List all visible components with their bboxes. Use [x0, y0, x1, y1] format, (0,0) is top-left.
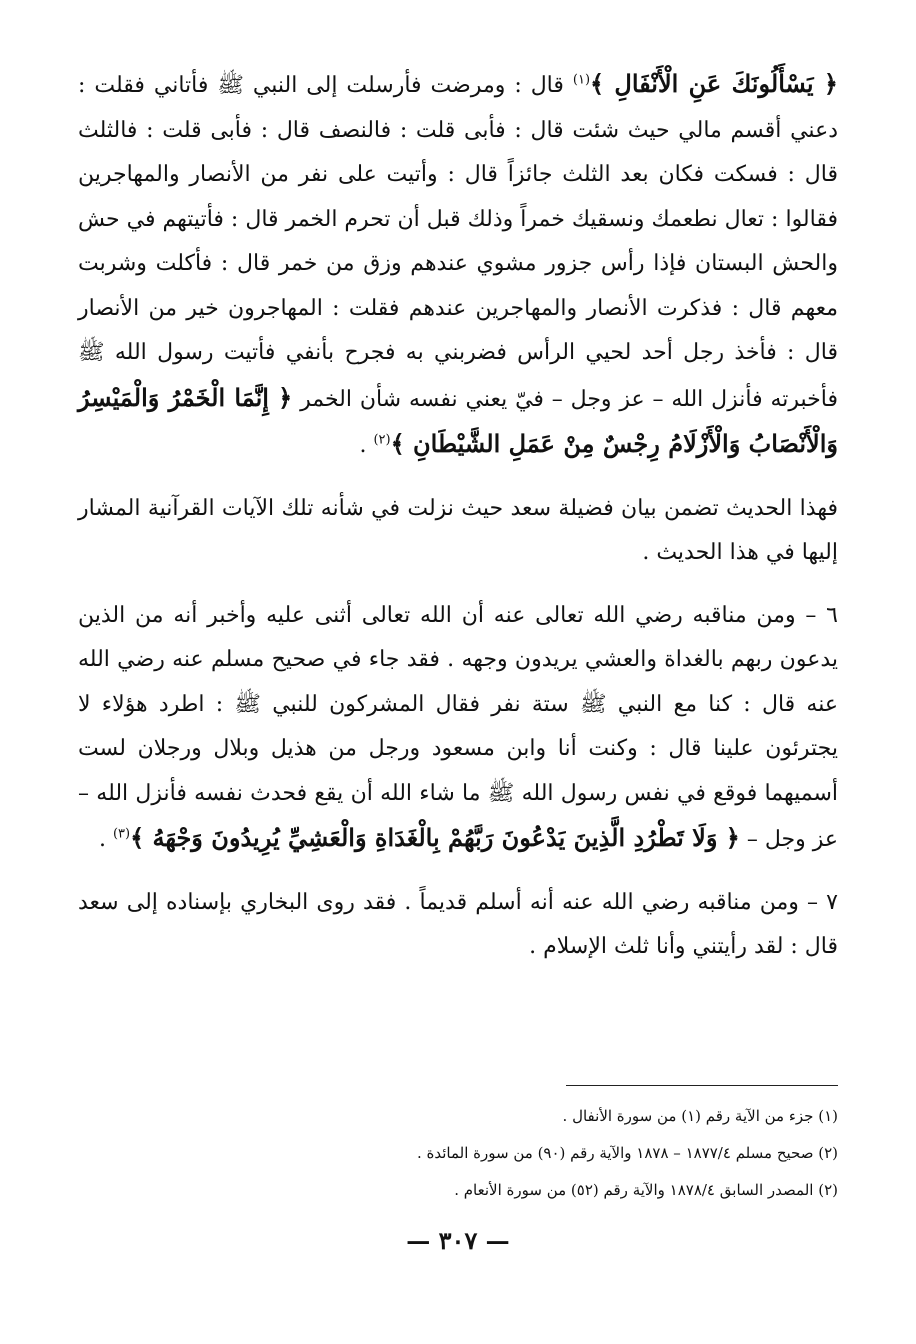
quran-verse-khamr: ﴿ إِنَّمَا الْخَمْرُ وَالْمَيْسِرُ وَالْأَنْصَابُ وَالْأَزْلَامُ رِجْسٌ مِنْ عَمَلِ الشَّيْطَانِ ﴾ — [78, 382, 838, 458]
paragraph-text: . — [98, 827, 113, 852]
paragraph-4 — [78, 881, 838, 970]
footnote-divider — [566, 1085, 838, 1086]
paragraph-text: قال : ومرضت فأرسلت إلى النبي ﷺ فأتاني فقلت : دعني أقسم مالي حيث شئت قال : فأبى قلت : فالنصف قال : فأبى قلت : فالثلث قال : فسكت فكان بعد الثلث جائزاً قال : وأتيت على نفر من الأنصار والمهاجرين فقالوا : تعال نطعمك ونسقيك خمراً وذلك قبل أن تحرم الخمر قال : فأتيتهم في حش والحش البستان فإذا رأس جزور مشوي عندهم وزق من خمر قال : فأكلت وشربت معهم قال : فذكرت الأنصار والمهاجرين عندهم فقلت : المهاجرون خير من الأنصار قال : فأخذ رجل أحد لحيي الرأس فضربني به فجرح بأنفي فأتيت رسول الله ﷺ فأخبرته فأنزل الله – عز وجل – فيّ يعني نفسه شأن الخمر — [78, 73, 839, 412]
page-number: — ٣٠٧ — — [406, 1226, 510, 1255]
paragraph-text: فهذا الحديث تضمن بيان فضيلة سعد حيث نزلت في شأنه تلك الآيات القرآنية المشار إليها في هذا الحديث . — [78, 495, 838, 565]
footnotes — [78, 1098, 838, 1209]
footnote-3: (٢) المصدر السابق ١٨٧٨/٤ والآية رقم (٥٢) من سورة الأنعام . — [454, 1181, 838, 1199]
paragraph-3 — [78, 594, 838, 863]
footnote-marker-2: (٢) — [373, 432, 391, 448]
footnote-2: (٢) صحيح مسلم ١٨٧٧/٤ – ١٨٧٨ والآية رقم (٩٠) من سورة المائدة . — [416, 1144, 838, 1162]
paragraph-2 — [78, 487, 838, 576]
paragraph-1 — [78, 62, 838, 469]
quran-verse-anam: ﴿ وَلَا تَطْرُدِ الَّذِينَ يَدْعُونَ رَبَّهُمْ بِالْغَدَاةِ وَالْعَشِيِّ يُرِيدُونَ وَجْهَهُ ﴾ — [130, 823, 740, 852]
quran-verse-anfal: ﴿ يَسْأَلُونَكَ عَنِ الْأَنْفَالِ ﴾ — [590, 69, 838, 98]
page-body — [78, 62, 838, 970]
footnote-marker-3: (٣) — [112, 826, 131, 842]
paragraph-text: ٧ – ومن مناقبه رضي الله عنه أنه أسلم قديماً . فقد روى البخاري بإسناده إلى سعد قال : لقد رأيتني وأنا ثلث الإسلام . — [78, 889, 838, 959]
footnote-marker-1: (١) — [572, 72, 591, 88]
paragraph-text: ٦ – ومن مناقبه رضي الله تعالى عنه أن الله تعالى أثنى عليه وأخبر أنه من الذين يدعون ربهم بالغداة والعشي يريدون وجهه . فقد جاء في صحيح مسلم عنه رضي الله عنه قال : كنا مع النبي ﷺ ستة نفر فقال المشركون للنبي ﷺ : اطرد هؤلاء لا يجترئون علينا قال : وكنت أنا وابن مسعود ورجل من هذيل وبلال ورجلان لست أسميهما فوقع في نفس رسول الله ﷺ ما شاء الله أن يقع فحدث نفسه فأنزل الله – عز وجل – — [78, 602, 838, 852]
paragraph-text: . — [359, 433, 374, 458]
footnote-1: (١) جزء من الآية رقم (١) من سورة الأنفال . — [562, 1107, 838, 1125]
